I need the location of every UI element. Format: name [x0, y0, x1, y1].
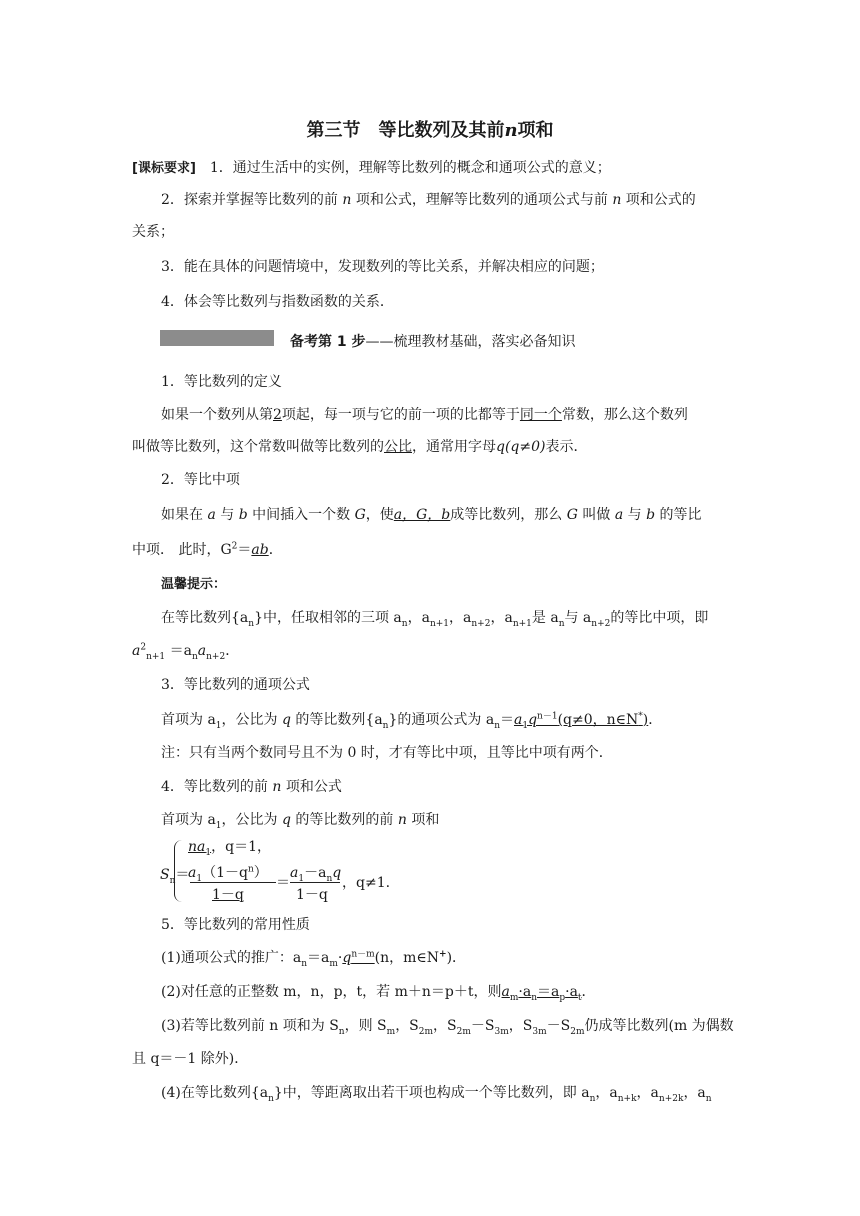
s2-line-2: 中项． 此时，$G^2=ab$． [132, 541, 283, 558]
requirement-line-4: 4．体会等比数列与指数函数的关系． [161, 294, 394, 310]
s1-heading: 1．等比数列的定义 [161, 374, 282, 390]
property-3-cont: 且 q＝－1 除外)． [132, 1051, 249, 1067]
step-banner: 备考第 1 步——梳理教材基础，落实必备知识 [290, 334, 576, 350]
s4-heading: 4．等比数列的前 n 项和公式 [161, 779, 342, 795]
s2-heading: 2．等比中项 [161, 472, 240, 488]
tip-heading: 温馨提示： [161, 577, 227, 592]
s1-line-2: 叫做等比数列，这个常数叫做等比数列的公比，通常用字母q(q≠0)表示． [132, 439, 588, 455]
case-q-not-1: ，q≠1. [342, 875, 391, 891]
fraction-1-numerator: $a_1(1-q^n)$ [188, 864, 268, 884]
property-1: (1)通项公式的推广：$a_n=a_m\cdot q^{n-m}(n$，m∈N+)． [161, 949, 467, 969]
fraction-2-denominator: 1－q [296, 887, 328, 903]
requirement-line-2-cont: 关系； [132, 224, 174, 240]
property-2: (2)对任意的正整数 m，n，p，t，若 m＋n＝p＋t，则$a_m\cdot a_n=a_p\cdot a_t$． [161, 984, 596, 1003]
case-q-equals-1: $na_1$，q＝1， [188, 839, 271, 858]
fraction-2-bar [290, 882, 340, 883]
tip-line-1: 在等比数列$\{a_n\}$中，任取相邻的三项 $a_n$，$a_{n+1}$，$a_{n+2}$，$a_{n+1}$是 $a_n$与 $a_{n+2}$的等比中项，即 [161, 610, 709, 629]
s5-heading: 5．等比数列的常用性质 [161, 917, 310, 933]
requirement-line-2: 2．探索并掌握等比数列的前 n 项和公式，理解等比数列的通项公式与前 n 项和公式的 [161, 192, 696, 208]
s2-line-1: 如果在 a 与 b 中间插入一个数 G，使a，G，b成等比数列，那么 G 叫做 a 与 b 的等比 [161, 507, 702, 523]
section-marker-bar [160, 330, 274, 346]
property-3: (3)若等比数列前 n 项和为 $S_n$，则 $S_m$，$S_{2m}$，$S_{2m}-S_{3m}$，$S_{3m}-S_{2m}$仍成等比数列(m 为偶数 [161, 1018, 734, 1037]
fraction-1-bar [190, 882, 276, 883]
tip-line-2: $a^2_{n+1} =a_na_{n+2}$． [132, 642, 240, 662]
s4-line-1: 首项为 $a_1$，公比为 q 的等比数列的前 n 项和 [161, 812, 440, 831]
sum-lhs: $S_n=$ [160, 867, 190, 886]
s3-note: 注：只有当两个数同号且不为 0 时，才有等比中项，且等比中项有两个． [161, 745, 613, 761]
s3-heading: 3．等比数列的通项公式 [161, 677, 310, 693]
requirement-line-3: 3．能在具体的问题情境中，发现数列的等比关系，并解决相应的问题； [161, 259, 604, 275]
s1-line-1: 如果一个数列从第2项起，每一项与它的前一项的比都等于同一个常数，那么这个数列 [161, 407, 688, 423]
fraction-1-denominator: 1－q [212, 887, 244, 903]
property-4: (4)在等比数列$\{a_n\}$中，等距离取出若干项也构成一个等比数列，即 $a_n$，$a_{n+k}$，$a_{n+2k}$，$a_n$ [161, 1085, 712, 1104]
section-title: 第三节 等比数列及其前n项和 [306, 120, 554, 141]
s3-line-1: 首项为 $a_1$，公比为 q 的等比数列$\{a_n\}$的通项公式为 $a_n=a_1q^{n-1}(q\ne 0$，n∈N*)． [161, 711, 663, 731]
equals-sign: ＝ [276, 875, 290, 891]
requirement-line-1: [课标要求] 1．通过生活中的实例，理解等比数列的概念和通项公式的意义； [132, 160, 611, 176]
left-brace [174, 840, 185, 902]
fraction-2-numerator: $a_1-a_nq$ [290, 865, 342, 884]
